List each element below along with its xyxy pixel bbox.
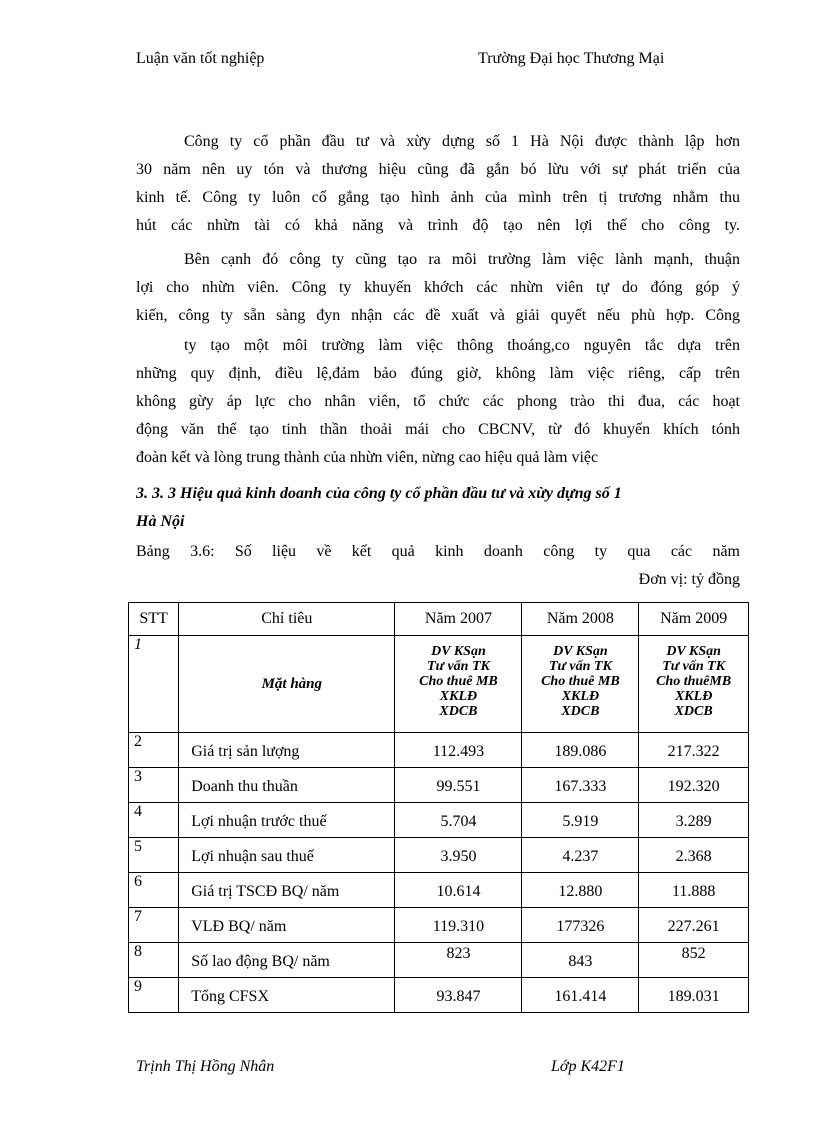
table-row-products xyxy=(129,636,749,733)
header-year-2008: Năm 2008 xyxy=(522,603,639,636)
table-row xyxy=(129,908,749,943)
row-stt: 9 xyxy=(129,978,179,1013)
header-indicator: Chỉ tiêu xyxy=(179,603,395,636)
row-label: Lợi nhuận trước thuế xyxy=(191,813,327,830)
paragraph-line: động văn thể tạo tinh thần thoải mái cho CBCNV, từ đó khuyến khích tónh xyxy=(136,421,740,438)
value-2007: 823 xyxy=(446,945,471,962)
section-heading xyxy=(136,480,740,536)
paragraph-line: Bên cạnh đó công ty cũng tạo ra môi trường làm việc lành mạnh, thuận xyxy=(184,251,740,268)
footer-class: Lớp K42F1 xyxy=(551,1058,625,1075)
paragraph-line: đoàn kết và lòng trung thành của nhừn viên, nừng cao hiệu quả làm việc xyxy=(136,449,599,466)
value-2007: 99.551 xyxy=(436,778,481,795)
paragraph-line: lợi cho nhừn viên. Công ty khuyến khớch các nhừn viên tự do đóng góp ý xyxy=(136,279,740,296)
paragraph-3 xyxy=(136,332,740,472)
product-item: XDCB xyxy=(561,704,600,719)
row-stt: 6 xyxy=(129,873,179,908)
value-2008: 189.086 xyxy=(554,743,607,760)
value-2009: 227.261 xyxy=(667,918,720,935)
product-item: Tư vấn TK xyxy=(548,659,612,674)
product-item: DV KSạn xyxy=(431,644,486,659)
paragraph-2 xyxy=(136,246,740,330)
paragraph-line: ty tạo một môi trường làm việc thông thoáng,co nguyên tắc dựa trên xyxy=(184,337,740,354)
header-left: Luận văn tốt nghiệp xyxy=(136,50,265,67)
row-label: Doanh thu thuần xyxy=(191,778,298,795)
table-row xyxy=(129,978,749,1013)
row-label: Lợi nhuận sau thuế xyxy=(191,848,314,865)
product-item: Cho thuê MB xyxy=(541,674,620,689)
products-2009 xyxy=(639,636,749,733)
row-stt: 1 xyxy=(129,636,179,733)
product-item: XKLĐ xyxy=(439,689,478,704)
paragraph-1 xyxy=(136,128,740,240)
row-stt: 2 xyxy=(129,733,179,768)
product-item: XDCB xyxy=(439,704,478,719)
value-2008: 161.414 xyxy=(554,988,607,1005)
table-row xyxy=(129,768,749,803)
row-stt: 8 xyxy=(129,943,179,978)
header-year-2007: Năm 2007 xyxy=(395,603,522,636)
row-label: Giá trị sản lượng xyxy=(191,743,300,760)
header-stt: STT xyxy=(129,603,179,636)
business-results-table xyxy=(128,602,749,1013)
value-2008: 5.919 xyxy=(562,813,599,830)
product-item: XKLĐ xyxy=(674,689,713,704)
row-label: Số lao động BQ/ năm xyxy=(191,953,330,970)
value-2007: 5.704 xyxy=(440,813,477,830)
product-item: Cho thuêMB xyxy=(656,674,732,689)
products-2007 xyxy=(395,636,522,733)
value-2007: 119.310 xyxy=(432,918,485,935)
product-item: Cho thuê MB xyxy=(419,674,498,689)
value-2009: 189.031 xyxy=(667,988,720,1005)
value-2007: 112.493 xyxy=(432,743,485,760)
section-heading-line-2: Hà Nội xyxy=(136,513,185,530)
table-row xyxy=(129,803,749,838)
row-label xyxy=(179,636,395,733)
row-label: Tổng CFSX xyxy=(191,988,269,1005)
products-label: Mặt hàng xyxy=(261,676,323,692)
paragraph-line: 30 năm nên uy tón và thương hiệu cũng đã gắn bó lừu với sự phát triển của xyxy=(136,161,740,178)
value-2008: 4.237 xyxy=(562,848,599,865)
value-2008: 843 xyxy=(568,953,593,970)
paragraph-line: Công ty cổ phần đầu tư và xừy dựng số 1 Hà Nội được thành lập hơn xyxy=(184,133,740,150)
value-2008: 12.880 xyxy=(558,883,603,900)
row-label: VLĐ BQ/ năm xyxy=(191,918,287,935)
table-row xyxy=(129,943,749,978)
footer-author: Trịnh Thị Hồng Nhân xyxy=(136,1058,275,1075)
value-2009: 217.322 xyxy=(667,743,720,760)
row-label: Giá trị TSCĐ BQ/ năm xyxy=(191,883,340,900)
table-row xyxy=(129,873,749,908)
table-header-row xyxy=(129,603,749,636)
value-2009: 192.320 xyxy=(667,778,720,795)
paragraph-line: kiến, công ty sẵn sàng đyn nhận các đề xuất và giải quyết nếu phù hợp. Công xyxy=(136,307,740,324)
table-caption-unit: Đơn vị: tỷ đồng xyxy=(638,571,740,588)
value-2007: 93.847 xyxy=(436,988,481,1005)
section-heading-line-1: 3. 3. 3 Hiệu quả kinh doanh của công ty cổ phần đầu tư và xừy dựng số 1 xyxy=(136,485,622,502)
table-caption xyxy=(136,538,740,594)
row-stt: 5 xyxy=(129,838,179,873)
row-stt: 3 xyxy=(129,768,179,803)
header-year-2009: Năm 2009 xyxy=(639,603,749,636)
paragraph-line: những quy định, điều lệ,đảm bảo đúng giờ, không làm việc riêng, cấp trên xyxy=(136,365,740,382)
product-item: XDCB xyxy=(674,704,713,719)
table-row xyxy=(129,733,749,768)
value-2009: 2.368 xyxy=(675,848,712,865)
product-item: XKLĐ xyxy=(561,689,600,704)
value-2008: 177326 xyxy=(556,918,605,935)
value-2009: 3.289 xyxy=(675,813,712,830)
product-item: Tư vấn TK xyxy=(662,659,726,674)
paragraph-line: hút các nhừn tài có khả năng và trình độ tạo nên lợi thế cho công ty. xyxy=(136,217,740,234)
table-row xyxy=(129,838,749,873)
row-stt: 7 xyxy=(129,908,179,943)
paragraph-line: không gừy áp lực cho nhân viên, tổ chức các phong trào thi đua, các hoạt xyxy=(136,393,740,410)
row-stt: 4 xyxy=(129,803,179,838)
value-2008: 167.333 xyxy=(554,778,607,795)
table-caption-title: Bảng 3.6: Số liệu về kết quả kinh doanh công ty qua các năm xyxy=(136,543,740,560)
value-2009: 852 xyxy=(681,945,706,962)
value-2009: 11.888 xyxy=(671,883,716,900)
product-item: Tư vấn TK xyxy=(427,659,490,674)
value-2007: 3.950 xyxy=(440,848,477,865)
paragraph-line: kinh tế. Công ty luôn cố gắng tạo hình ảnh của mình trên tị trương nhằm thu xyxy=(136,189,740,206)
header-right: Trường Đại học Thương Mại xyxy=(478,50,665,67)
product-item: DV KSạn xyxy=(666,644,721,659)
products-2008 xyxy=(522,636,639,733)
product-item: DV KSạn xyxy=(553,644,608,659)
value-2007: 10.614 xyxy=(436,883,481,900)
